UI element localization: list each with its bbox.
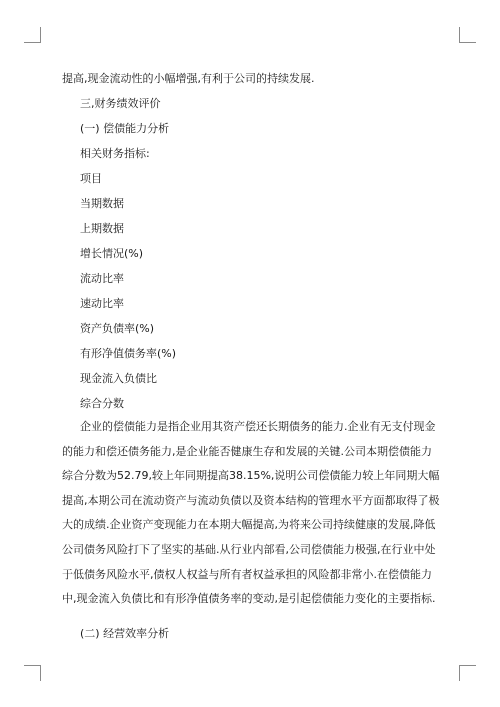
indicators-intro: 相关财务指标: (80, 147, 150, 160)
crop-mark-top-right-h (460, 42, 476, 43)
table-item: 流动比率 (80, 272, 124, 285)
solvency-paragraph (62, 415, 442, 612)
crop-mark-bottom-right-v (459, 665, 460, 681)
table-item: 现金流入负债比 (80, 372, 157, 385)
section-heading: 三,财务绩效评价 (80, 97, 161, 110)
table-item: 增长情况(%) (80, 247, 144, 260)
crop-mark-top-left-v (40, 27, 41, 43)
subheading-solvency: (一) 偿债能力分析 (80, 122, 170, 135)
crop-mark-top-left-h (24, 42, 40, 43)
continued-line: 提高,现金流动性的小幅增强,有利于公司的持续发展. (62, 72, 315, 85)
table-item: 项目 (80, 172, 102, 185)
crop-mark-bottom-left-h (24, 665, 40, 666)
table-item: 上期数据 (80, 222, 124, 235)
table-item: 资产负债率(%) (80, 322, 155, 335)
crop-mark-top-right-v (459, 27, 460, 43)
crop-mark-bottom-left-v (40, 665, 41, 681)
solvency-paragraph-text: 企业的偿债能力是指企业用其资产偿还长期债务的能力.企业有无支付现金的能力和偿还债务能力,是企业能否健康生存和发展的关键.公司本期偿债能力综合分数为52.79,较上年同期提高38.15%,说明公司偿债能力较上年同期大幅提高,本期公司在流动资产与流动负债以及资本结构的管理水平方面都取得了极大的成绩.企业资产变现能力在本期大幅提高,为将来公司持续健康的发展,降低公司债务风险打下了坚实的基础.从行业内部看,公司偿债能力极强,在行业中处于低债务风险水平,债权人权益与所有者权益承担的风险都非常小.在偿债能力中,现金流入负债比和有形净值债务率的变动,是引起偿债能力变化的主要指标. (62, 420, 440, 606)
table-item: 有形净值债务率(%) (80, 347, 177, 360)
table-item: 速动比率 (80, 297, 124, 310)
crop-mark-bottom-right-h (460, 665, 476, 666)
table-item: 综合分数 (80, 397, 124, 410)
table-item: 当期数据 (80, 197, 124, 210)
subheading-efficiency: (二) 经营效率分析 (80, 627, 170, 640)
